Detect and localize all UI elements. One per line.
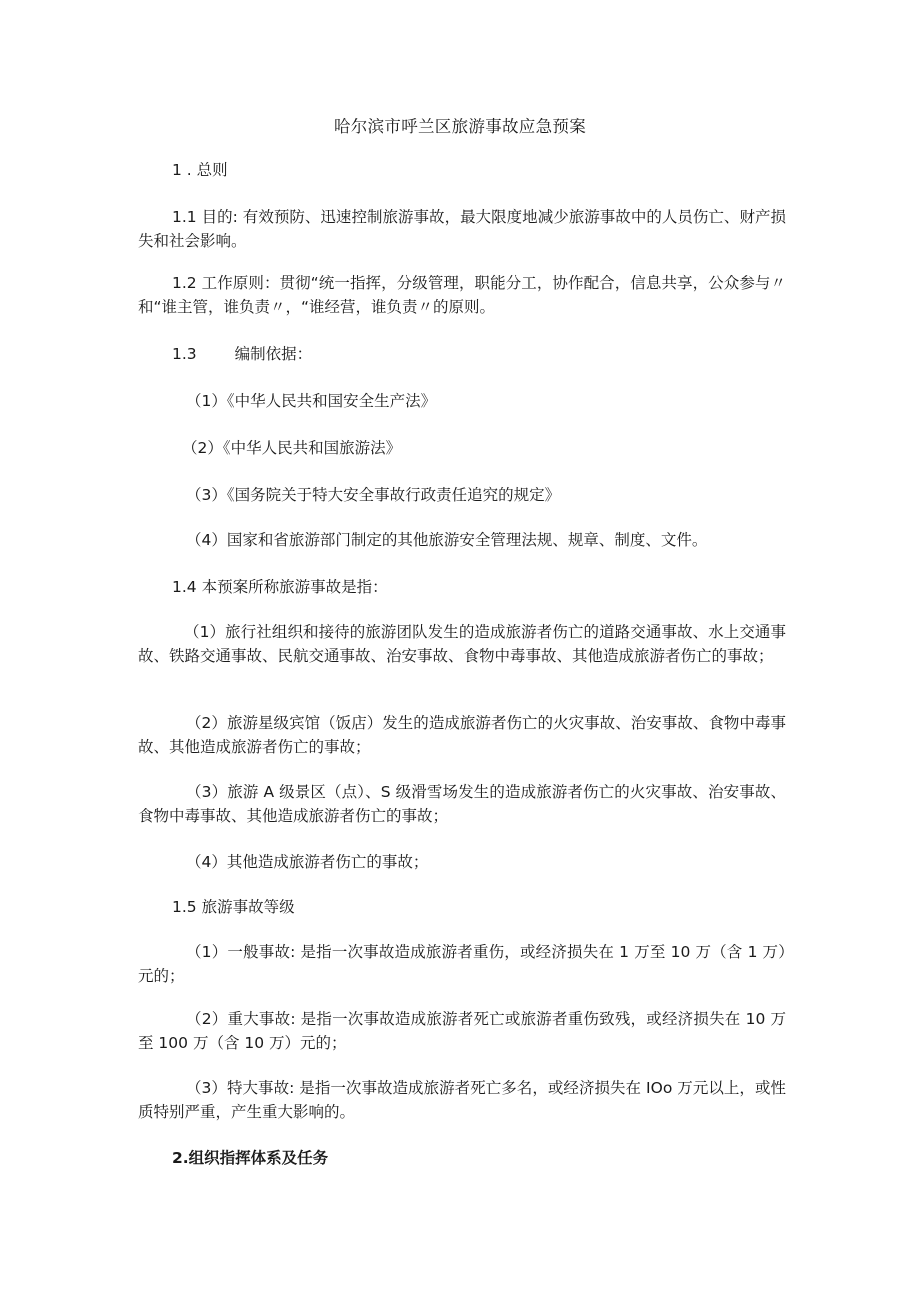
page-title: 哈尔滨市呼兰区旅游事故应急预案 (334, 117, 586, 136)
paragraph-purpose: 1.1 目的: 有效预防、迅速控制旅游事故，最大限度地减少旅游事故中的人员伤亡、财产损失和社会影响。 (138, 208, 786, 250)
list-item: （3）《国务院关于特大安全事故行政责任追究的规定》 (186, 486, 561, 504)
list-item: （1）一般事故: 是指一次事故造成旅游者重伤，或经济损失在 1 万至 10 万（含 1 万）元的； (138, 943, 786, 985)
list-item: （1）旅行社组织和接待的旅游团队发生的造成旅游者伤亡的道路交通事故、水上交通事故、铁路交通事故、民航交通事故、治安事故、食物中毒事故、其他造成旅游者伤亡的事故； (138, 623, 786, 665)
basis-label: 编制依据： (234, 345, 313, 363)
paragraph-levels-heading: 1.5 旅游事故等级 (172, 898, 295, 916)
list-item: （1）《中华人民共和国安全生产法》 (186, 392, 437, 410)
paragraph-basis-heading (138, 342, 786, 366)
list-item: （2）重大事故: 是指一次事故造成旅游者死亡或旅游者重伤致残，或经济损失在 10 万至 100 万（含 10 万）元的； (138, 1010, 786, 1052)
list-item: （4）其他造成旅游者伤亡的事故； (186, 853, 429, 871)
list-item: （2）旅游星级宾馆（饭店）发生的造成旅游者伤亡的火灾事故、治安事故、食物中毒事故、其他造成旅游者伤亡的事故； (138, 714, 786, 756)
list-item: （4）国家和省旅游部门制定的其他旅游安全管理法规、规章、制度、文件。 (186, 531, 708, 549)
list-item: （3）旅游 A 级景区（点）、S 级滑雪场发生的造成旅游者伤亡的火灾事故、治安事故、食物中毒事故、其他造成旅游者伤亡的事故； (138, 783, 786, 825)
list-item: （2）《中华人民共和国旅游法》 (182, 439, 402, 457)
section-heading-organization: 2.组织指挥体系及任务 (172, 1149, 329, 1167)
paragraph-definition: 1.4 本预案所称旅游事故是指： (172, 578, 388, 596)
section-heading-general: 1 . 总则 (172, 161, 228, 179)
basis-number: 1.3 (172, 345, 197, 363)
list-item: （3）特大事故: 是指一次事故造成旅游者死亡多名，或经济损失在 IOo 万元以上，或性质特别严重，产生重大影响的。 (138, 1079, 786, 1121)
paragraph-principles: 1.2 工作原则：贯彻“统一指挥，分级管理，职能分工，协作配合，信息共享，公众参与〃和“谁主管，谁负责〃，“谁经营，谁负责〃的原则。 (138, 274, 786, 316)
